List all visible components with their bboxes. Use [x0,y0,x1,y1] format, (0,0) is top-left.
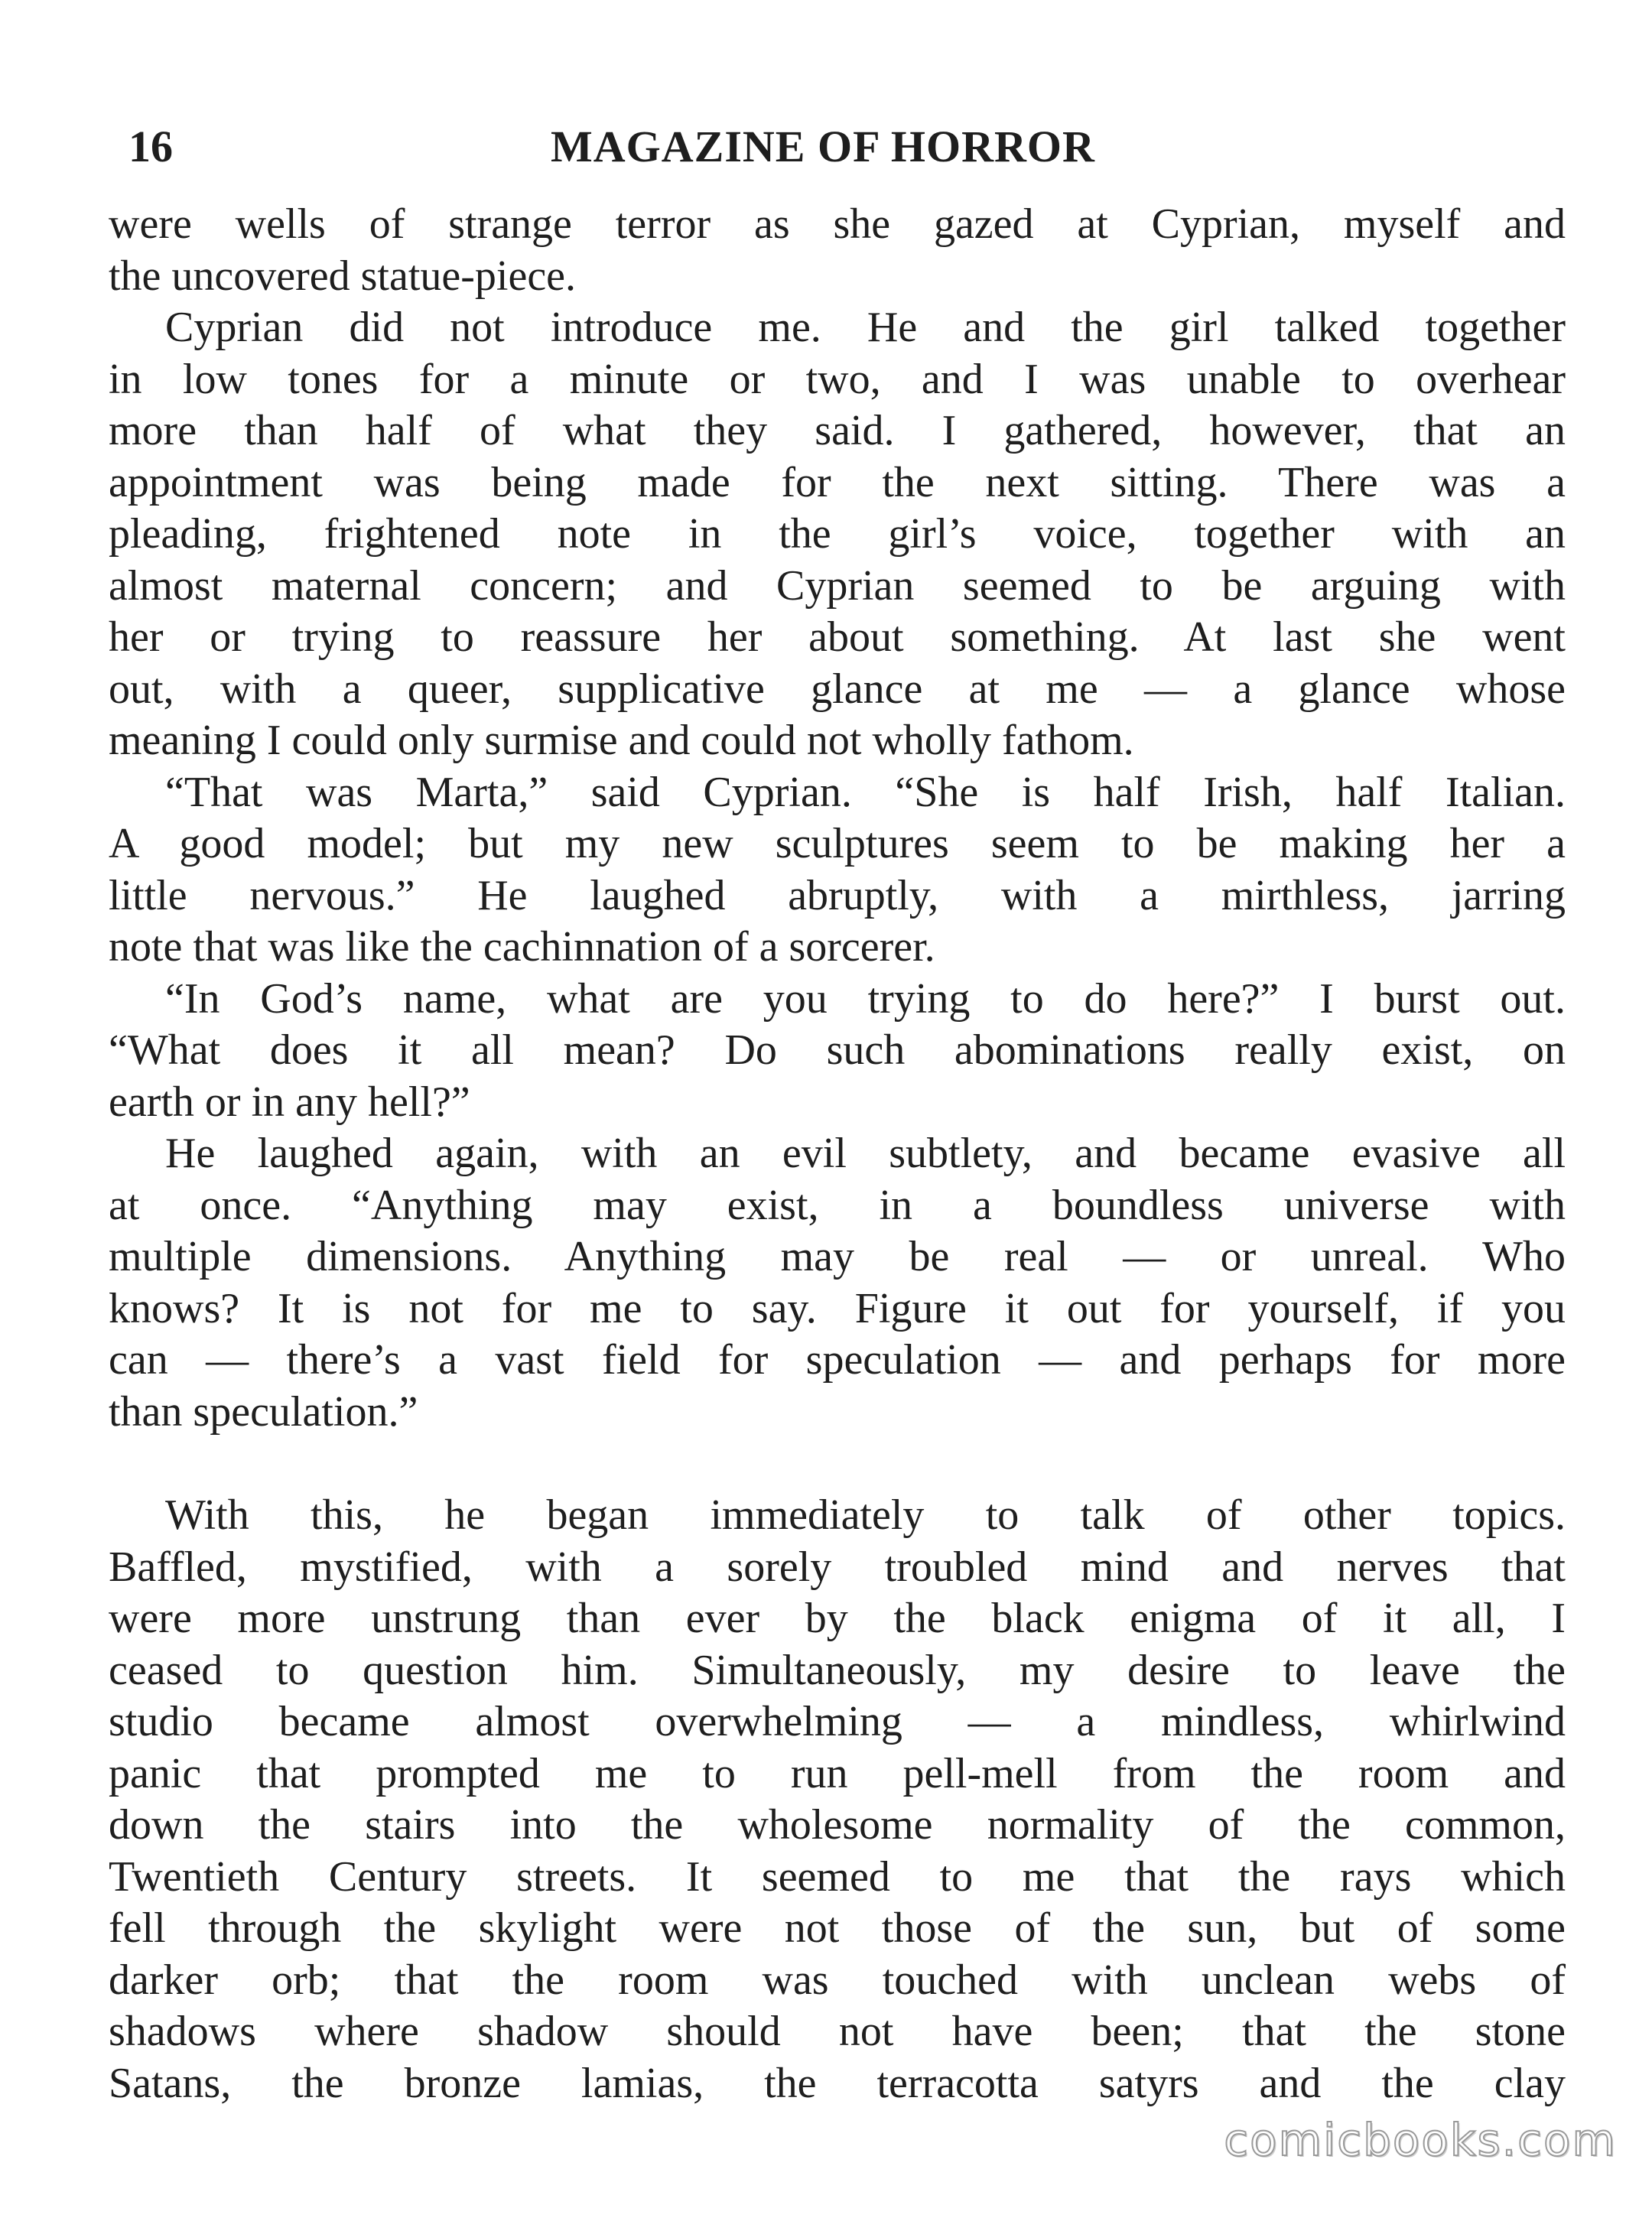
text-line: appointment was being made for the next sitting. There was a [109,458,1566,506]
text-line: multiple dimensions. Anything may be real — or unreal. Who [109,1233,1566,1280]
text-line: almost maternal concern; and Cyprian seemed to be arguing with [109,561,1566,610]
text-line: Satans, the bronze lamias, the terracotta satyrs and the clay [109,2059,1566,2107]
text-line: note that was like the cachinnation of a sorcerer. [109,923,935,971]
paragraph [109,1128,1566,1438]
magazine-title: MAGAZINE OF HORROR [551,122,1095,171]
text-line: A good model; but my new sculptures seem to be making her a [109,820,1566,867]
section-break [109,1438,1566,1490]
site-watermark: comicbooks.com [1224,2114,1617,2166]
text-line: ceased to question him. Simultaneously, my desire to leave the [109,1646,1566,1694]
text-line: Baffled, mystified, with a sorely troubled mind and nerves that [109,1543,1566,1591]
text-line: more than half of what they said. I gathered, however, that an [109,407,1566,454]
text-line: in low tones for a minute or two, and I was unable to overhear [109,355,1566,403]
paragraph [109,302,1566,767]
text-line: fell through the skylight were not those of the sun, but of some [109,1904,1566,1952]
text-line: With this, he began immediately to talk of other topics. [165,1491,1566,1539]
text-line: were wells of strange terror as she gazed at Cyprian, myself and [109,200,1566,248]
text-line: the uncovered statue-piece. [109,252,577,300]
paragraph [109,974,1566,1129]
text-line: knows? It is not for me to say. Figure it out for yourself, if you [109,1284,1566,1332]
paragraph [109,1490,1566,2109]
text-line: meaning I could only surmise and could not wholly fathom. [109,717,1134,764]
text-line: “What does it all mean? Do such abominations really exist, on [109,1026,1566,1074]
story-text [109,199,1566,2109]
text-line: “That was Marta,” said Cyprian. “She is half Irish, half Italian. [165,768,1566,816]
text-line: studio became almost overwhelming — a mindless, whirlwind [109,1698,1566,1745]
paragraph [109,767,1566,974]
text-line: down the stairs into the wholesome normality of the common, [109,1801,1566,1849]
text-line: darker orb; that the room was touched with unclean webs of [109,1956,1566,2004]
text-line: her or trying to reassure her about something. At last she went [109,613,1566,661]
running-head [122,116,1560,185]
text-line: pleading, frightened note in the girl’s voice, together with an [109,510,1566,558]
text-line: shadows where shadow should not have been; that the stone [109,2008,1566,2055]
text-line: panic that prompted me to run pell-mell from the room and [109,1749,1566,1797]
text-line: than speculation.” [109,1387,418,1436]
text-line: little nervous.” He laughed abruptly, with a mirthless, jarring [109,871,1566,919]
page-number: 16 [128,122,173,171]
text-line: out, with a queer, supplicative glance at me — a glance whose [109,665,1566,713]
text-line: Cyprian did not introduce me. He and the girl talked together [165,304,1566,351]
text-line: “In God’s name, what are you trying to do here?” I burst out. [165,974,1566,1023]
text-line: Twentieth Century streets. It seemed to me that the rays which [109,1852,1566,1901]
text-line: can — there’s a vast field for speculation — and perhaps for more [109,1336,1566,1384]
text-line: were more unstrung than ever by the black enigma of it all, I [109,1595,1566,1642]
text-line: earth or in any hell?” [109,1078,470,1126]
text-line: at once. “Anything may exist, in a boundless universe with [109,1181,1566,1229]
paragraph [109,199,1566,302]
text-line: He laughed again, with an evil subtlety, and became evasive all [165,1130,1566,1177]
